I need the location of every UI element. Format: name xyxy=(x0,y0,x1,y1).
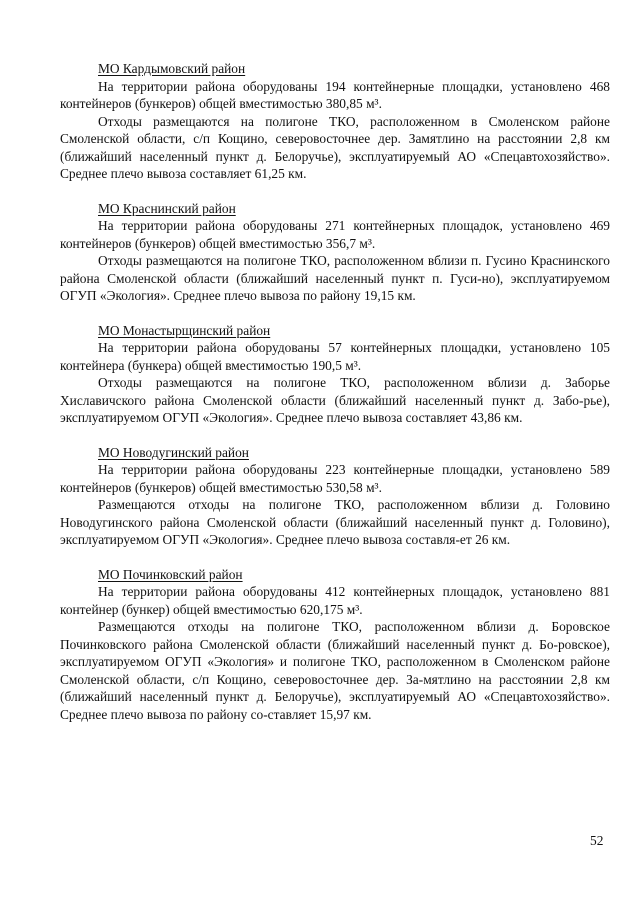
section-krasninsky xyxy=(60,200,610,305)
section-heading: МО Монастырщинский район xyxy=(98,322,271,338)
section-heading: МО Новодугинский район xyxy=(98,444,249,460)
section-monastyrshchinsky xyxy=(60,322,610,427)
paragraph-landfill: Отходы размещаются на полигоне ТКО, расположенном вблизи д. Заборье Хиславичского района Смоленской области (ближайший населенный пункт д. Забо-рье), эксплуатируемом ОГУП «Экология». Среднее плечо вывоза составляет 43,86 км. xyxy=(60,375,610,425)
section-kardymovsky xyxy=(60,60,610,183)
paragraph-containers: На территории района оборудованы 194 контейнерные площадки, установлено 468 контейнеров (бункеров) общей вместимостью 380,85 м³. xyxy=(60,78,610,111)
paragraph-containers: На территории района оборудованы 223 контейнерные площадки, установлено 589 контейнеров (бункеров) общей вместимостью 530,58 м³. xyxy=(60,462,610,495)
paragraph-landfill: Размещаются отходы на полигоне ТКО, расположенном вблизи д. Головино Новодугинского района Смоленской области (ближайший населенный пункт д. Головино), эксплуатируемом ОГУП «Экология». Среднее плечо вывоза составля-ет 26 км. xyxy=(60,497,610,547)
section-pochinkovsky xyxy=(60,566,610,724)
paragraph-containers: На территории района оборудованы 57 контейнерных площадки, установлено 105 контейнера (бункера) общей вместимостью 190,5 м³. xyxy=(60,340,610,373)
section-heading: МО Починковский район xyxy=(98,566,243,582)
paragraph-landfill: Отходы размещаются на полигоне ТКО, расположенном вблизи п. Гусино Краснинского района Смоленской области (ближайший населенный пункт п. Гуси-но), эксплуатируемом ОГУП «Экология». Среднее плечо вывоза по району 19,15 км. xyxy=(60,253,610,303)
section-novoduginsky xyxy=(60,444,610,549)
document-page xyxy=(60,60,610,723)
section-heading: МО Краснинский район xyxy=(98,200,236,216)
paragraph-containers: На территории района оборудованы 271 контейнерных площадок, установлено 469 контейнеров (бункеров) общей вместимостью 356,7 м³. xyxy=(60,218,610,251)
paragraph-landfill: Размещаются отходы на полигоне ТКО, расположенном вблизи д. Боровское Починковского района Смоленской области (ближайший населенный пункт д. Бо-ровское), эксплуатируемом ОГУП «Экология» и полигоне ТКО, расположенном в Смоленском районе Смоленской области, с/п Кощино, северовосточнее дер. За-мятлино на расстоянии 2,8 км (ближайший населенный пункт д. Белоручье), эксплуатируемый АО «Спецавтохозяйство». Среднее плечо вывоза по району со-ставляет 15,97 км. xyxy=(60,619,610,722)
page-number: 52 xyxy=(590,833,604,848)
paragraph-containers: На территории района оборудованы 412 контейнерных площадок, установлено 881 контейнер (бункер) общей вместимостью 620,175 м³. xyxy=(60,584,610,617)
section-heading: МО Кардымовский район xyxy=(98,61,246,76)
paragraph-landfill: Отходы размещаются на полигоне ТКО, расположенном в Смоленском районе Смоленской области, с/п Кощино, северовосточнее дер. Замятлино на расстоянии 2,8 км (ближайший населенный пункт д. Белоручье), эксплуатируемый АО «Спецавтохозяйство». Среднее плечо вывоза составляет 61,25 км. xyxy=(60,113,610,181)
